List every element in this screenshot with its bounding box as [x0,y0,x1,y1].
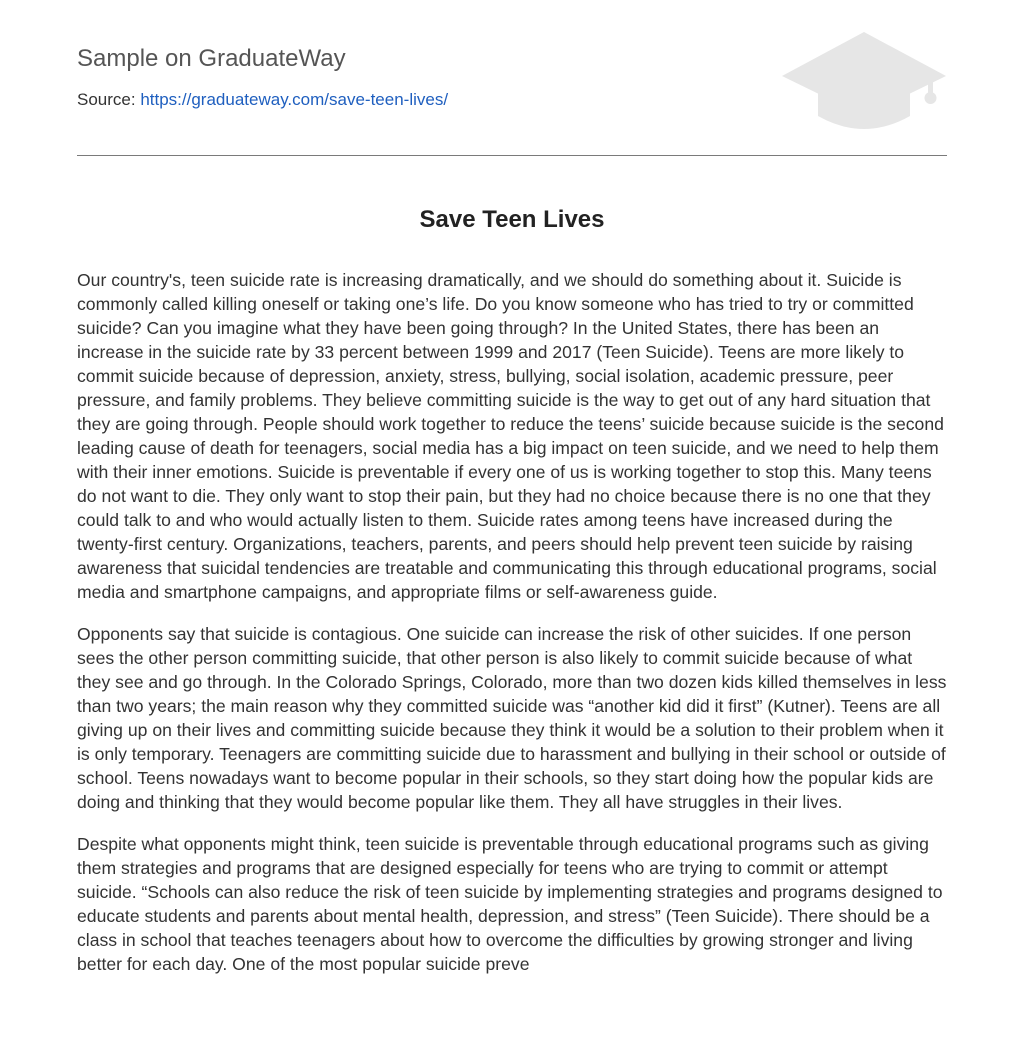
paragraph-1: Our country's, teen suicide rate is increasing dramatically, and we should do something about it. Suicide is commonly called killing oneself or taking one’s life. Do you know someone who has tried to try or committed suicide? Can you imagine what they have been going through? In the United States, there has been an increase in the suicide rate by 33 percent between 1999 and 2017 (Teen Suicide). Teens are more likely to commit suicide because of depression, anxiety, stress, bullying, social isolation, academic pressure, peer pressure, and family problems. They believe committing suicide is the way to get out of any hard situation that they are going through. People should work together to reduce the teens’ suicide because suicide is the second leading cause of death for teenagers, social media has a big impact on teen suicide, and we need to help them with their inner emotions. Suicide is preventable if every one of us is working together to stop this. Many teens do not want to die. They only want to stop their pain, but they had no choice because there is no one that they could talk to and who would actually listen to them. Suicide rates among teens have increased during the twenty-first century. Organizations, teachers, parents, and peers should help prevent teen suicide by raising awareness that suicidal tendencies are treatable and communicating this through educational programs, social media and smartphone campaigns, and appropriate films or self-awareness guide. [77,270,944,602]
document-body [77,268,949,994]
document-title: Save Teen Lives [419,206,605,233]
paragraph-2: Opponents say that suicide is contagious. One suicide can increase the risk of other suicides. If one person sees the other person committing suicide, that other person is also likely to commit suicide because of what they see and go through. In the Colorado Springs, Colorado, more than two dozen kids killed themselves in less than two years; the main reason why they committed suicide was “another kid did it first” (Kutner). Teens are all giving up on their lives and committing suicide because they think it would be a solution to their problem when it is only temporary. Teenagers are committing suicide due to harassment and bullying in their school or outside of school. Teens nowadays want to become popular in their schools, so they start doing how the popular kids are doing and thinking that they would become popular like them. They all have struggles in their lives. [77,624,947,812]
page-header [77,0,947,156]
source-link[interactable]: https://graduateway.com/save-teen-lives/ [140,90,449,109]
graduation-cap-icon [780,30,948,134]
site-title: Sample on GraduateWay [77,45,346,72]
paragraph-3: Despite what opponents might think, teen suicide is preventable through educational programs such as giving them strategies and programs that are designed especially for teens who are trying to commit or attempt suicide. “Schools can also reduce the risk of teen suicide by implementing strategies and programs designed to educate students and parents about mental health, depression, and stress” (Teen Suicide). There should be a class in school that teaches teenagers about how to overcome the difficulties by growing stronger and living better for each day. One of the most popular suicide preve [77,834,943,974]
source-label: Source: [77,90,136,109]
header-divider [77,155,947,156]
source-line [77,88,448,112]
